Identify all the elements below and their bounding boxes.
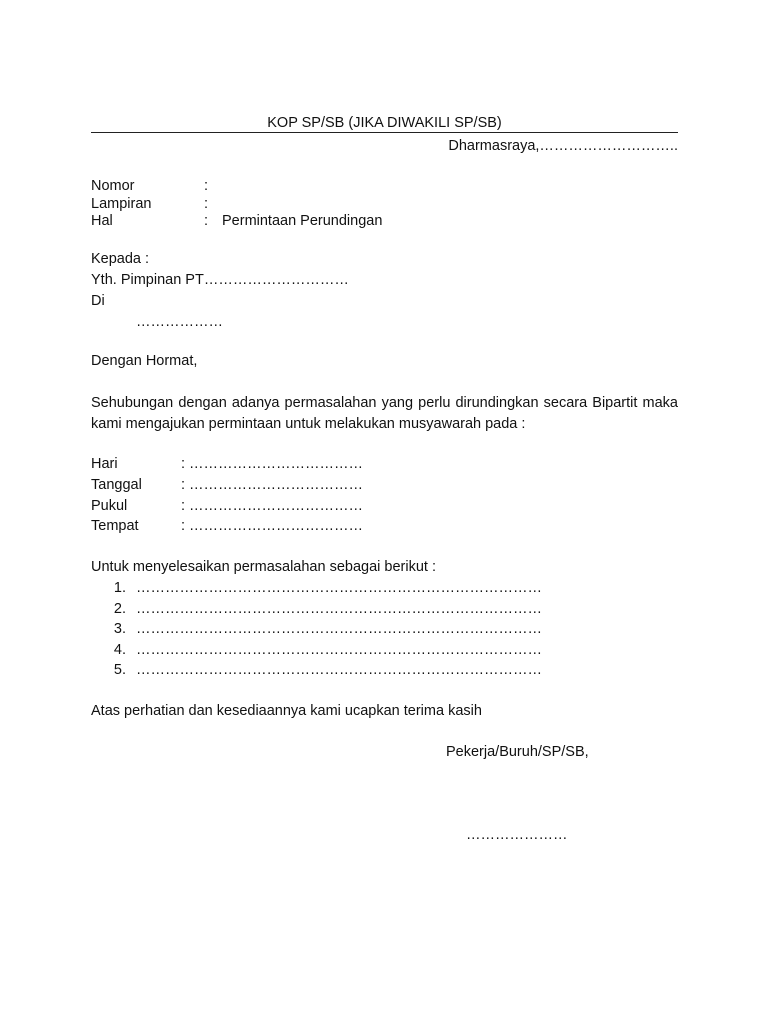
letterhead-title: KOP SP/SB (JIKA DIWAKILI SP/SB): [267, 115, 502, 131]
meta-colon-nomor: :: [204, 178, 209, 194]
meta-value-hal: Permintaan Perundingan: [222, 213, 383, 229]
meta-label-hal: Hal: [91, 213, 113, 229]
recipient-kepada: Kepada :: [91, 251, 150, 267]
issue-text: …………………………………………………………………………: [136, 621, 542, 637]
issue-number: 1.: [113, 580, 126, 596]
issue-text: …………………………………………………………………………: [136, 601, 542, 617]
schedule-label-pukul: Pukul: [91, 498, 128, 514]
meta-colon-hal: :: [204, 213, 209, 229]
issue-text: …………………………………………………………………………: [136, 642, 542, 658]
issues-intro: Untuk menyelesaikan permasalahan sebagai berikut :: [91, 559, 436, 575]
schedule-label-tempat: Tempat: [91, 518, 139, 534]
schedule-value-hari: : ………………………………: [181, 456, 364, 472]
intro-paragraph: Sehubungan dengan adanya permasalahan yang perlu dirundingkan secara Bipartit maka kami mengajukan permintaan untuk melakukan musyawarah pada :: [91, 395, 678, 432]
greeting: Dengan Hormat,: [91, 353, 198, 369]
issue-text: …………………………………………………………………………: [136, 662, 542, 678]
meta-label-lampiran: Lampiran: [91, 196, 152, 212]
place-date: Dharmasraya,………………………..: [448, 138, 678, 154]
issue-number: 4.: [113, 642, 126, 658]
closing-sentence: Atas perhatian dan kesediaannya kami ucapkan terima kasih: [91, 703, 482, 719]
schedule-label-tanggal: Tanggal: [91, 477, 142, 493]
recipient-location: ………………: [136, 314, 223, 330]
letterhead-divider: [91, 132, 678, 133]
issue-number: 5.: [113, 662, 126, 678]
recipient-name: Yth. Pimpinan PT…………………………: [91, 272, 349, 288]
issue-number: 2.: [113, 601, 126, 617]
meta-colon-lampiran: :: [204, 196, 209, 212]
schedule-label-hari: Hari: [91, 456, 118, 472]
issue-number: 3.: [113, 621, 126, 637]
recipient-di: Di: [91, 293, 105, 309]
meta-label-nomor: Nomor: [91, 178, 135, 194]
signatory-title: Pekerja/Buruh/SP/SB,: [446, 744, 589, 760]
schedule-value-tanggal: : ………………………………: [181, 477, 364, 493]
schedule-value-pukul: : ………………………………: [181, 498, 364, 514]
schedule-value-tempat: : ………………………………: [181, 518, 364, 534]
signatory-name: …………………: [466, 827, 568, 843]
issue-text: …………………………………………………………………………: [136, 580, 542, 596]
